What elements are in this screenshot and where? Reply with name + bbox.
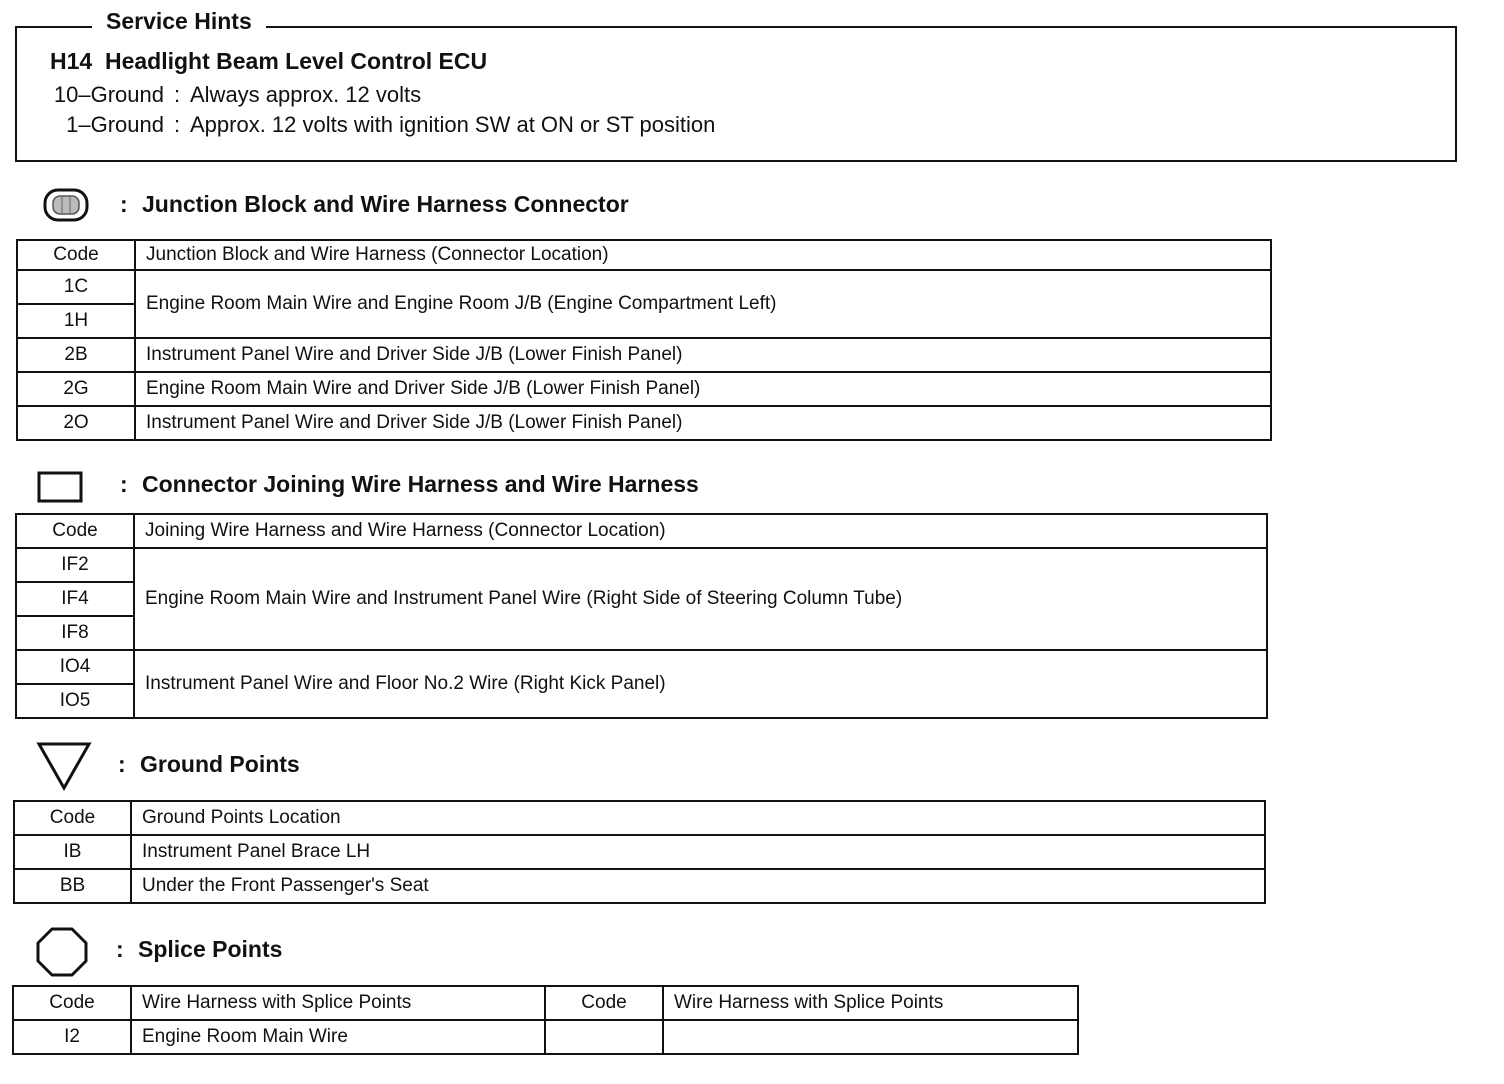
header-desc: Wire Harness with Splice Points — [131, 986, 545, 1020]
table-row — [17, 270, 1271, 304]
square-connector-icon — [37, 471, 83, 503]
connector-colon: : — [120, 471, 128, 497]
junction-colon: : — [120, 191, 128, 217]
code-cell: IB — [14, 835, 131, 869]
desc-cell: Engine Room Main Wire and Engine Room J/B (Engine Compartment Left) — [135, 270, 1271, 338]
code-cell: 1C — [17, 270, 135, 304]
octagon-splice-icon — [34, 926, 90, 978]
connector-heading-text: Connector Joining Wire Harness and Wire Harness — [142, 471, 699, 497]
header-code: Code — [16, 514, 134, 548]
service-hints-title: H14 Headlight Beam Level Control ECU — [50, 48, 488, 74]
hint-text: Approx. 12 volts with ignition SW at ON or ST position — [190, 112, 716, 137]
junction-block-icon — [42, 187, 90, 223]
hint-separator: : — [173, 82, 181, 107]
header-code: Code — [545, 986, 663, 1020]
table-row — [13, 1020, 1078, 1054]
header-desc: Wire Harness with Splice Points — [663, 986, 1078, 1020]
hint-line-2 — [40, 112, 715, 138]
desc-cell: Instrument Panel Wire and Driver Side J/B (Lower Finish Panel) — [135, 338, 1271, 372]
ground-colon: : — [118, 751, 126, 777]
service-hints-legend: Service Hints — [92, 8, 266, 35]
code-cell: 1H — [17, 304, 135, 338]
hint-separator: : — [173, 112, 181, 137]
hint-label: 1–Ground — [66, 112, 164, 137]
desc-cell — [663, 1020, 1078, 1054]
header-desc: Joining Wire Harness and Wire Harness (Connector Location) — [134, 514, 1267, 548]
hint-line-1 — [40, 82, 421, 108]
code-cell: IO4 — [16, 650, 134, 684]
table-row — [17, 372, 1271, 406]
code-cell: 2B — [17, 338, 135, 372]
table-row — [17, 338, 1271, 372]
table-header-row — [13, 986, 1078, 1020]
splice-colon: : — [116, 936, 124, 962]
triangle-ground-icon — [36, 741, 92, 791]
splice-table — [12, 985, 1079, 1055]
table-row — [16, 650, 1267, 684]
junction-heading — [120, 191, 629, 218]
desc-cell: Instrument Panel Wire and Driver Side J/B (Lower Finish Panel) — [135, 406, 1271, 440]
header-code: Code — [17, 240, 135, 270]
code-cell: IF2 — [16, 548, 134, 582]
code-cell: IO5 — [16, 684, 134, 718]
code-cell: 2O — [17, 406, 135, 440]
table-header-row — [14, 801, 1265, 835]
ground-heading — [118, 751, 300, 778]
code-cell: IF4 — [16, 582, 134, 616]
code-cell: 2G — [17, 372, 135, 406]
hint-text: Always approx. 12 volts — [190, 82, 422, 107]
header-desc: Ground Points Location — [131, 801, 1265, 835]
table-header-row — [17, 240, 1271, 270]
desc-cell: Instrument Panel Brace LH — [131, 835, 1265, 869]
hint-label: 10–Ground — [53, 82, 164, 107]
splice-heading — [116, 936, 282, 963]
header-desc: Junction Block and Wire Harness (Connector Location) — [135, 240, 1271, 270]
ground-heading-text: Ground Points — [140, 751, 300, 777]
code-cell: BB — [14, 869, 131, 903]
desc-cell: Engine Room Main Wire — [131, 1020, 545, 1054]
code-cell: I2 — [13, 1020, 131, 1054]
table-row — [17, 406, 1271, 440]
junction-table — [16, 239, 1272, 441]
connector-heading — [120, 471, 699, 498]
table-row — [16, 548, 1267, 582]
desc-cell: Engine Room Main Wire and Driver Side J/B (Lower Finish Panel) — [135, 372, 1271, 406]
table-row — [14, 835, 1265, 869]
desc-cell: Engine Room Main Wire and Instrument Panel Wire (Right Side of Steering Column Tube) — [134, 548, 1267, 650]
table-header-row — [16, 514, 1267, 548]
connector-table — [15, 513, 1268, 719]
desc-cell: Under the Front Passenger's Seat — [131, 869, 1265, 903]
ground-table — [13, 800, 1266, 904]
splice-heading-text: Splice Points — [138, 936, 283, 962]
table-row — [14, 869, 1265, 903]
junction-heading-text: Junction Block and Wire Harness Connector — [142, 191, 629, 217]
code-cell — [545, 1020, 663, 1054]
header-code: Code — [13, 986, 131, 1020]
desc-cell: Instrument Panel Wire and Floor No.2 Wire (Right Kick Panel) — [134, 650, 1267, 718]
header-code: Code — [14, 801, 131, 835]
code-cell: IF8 — [16, 616, 134, 650]
